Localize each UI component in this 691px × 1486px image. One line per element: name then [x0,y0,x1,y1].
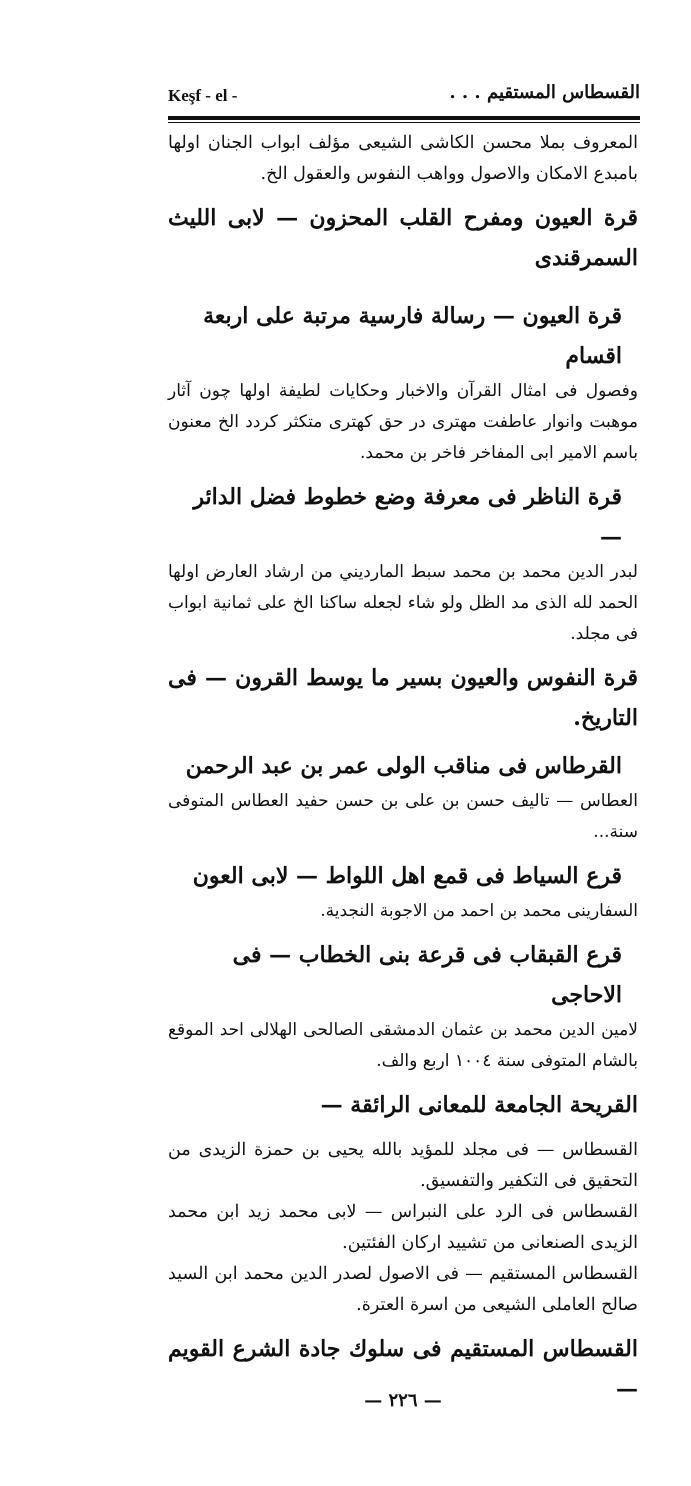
entry-heading: القرطاس فى مناقب الولى عمر بن عبد الرحمن [185,753,622,779]
entry-4 [168,477,638,650]
running-head-latin: Keşf - el - [168,86,238,105]
entry-paragraph [168,935,638,1077]
entry-heading: قرة العيون — رسالة فارسية مرتبة على اربعة اقسام [203,303,622,369]
entry-paragraph [168,477,638,650]
entry-heading: قرة العيون ومفرح القلب المحزون — لابى الليث السمرقندى [168,205,638,271]
entry-separator [168,278,638,288]
entry-heading: القسطاس المستقيم فى سلوك جادة الشرع القويم — [168,1336,638,1402]
running-head-arabic: القسطاس المستقيم . . . [449,82,640,103]
entry-7 [168,856,638,927]
entry-9 [168,1085,638,1125]
header-rule-thick [168,116,640,120]
running-head [168,82,640,110]
entry-body: القسطاس المستقيم — فى الاصول لصدر الدين محمد ابن السيد صالح العاملى الشيعى من اسرة العترة. [168,1264,638,1315]
entry-body: لامين الدين محمد بن عثمان الدمشقى الصالحى الهلالى احد الموقع بالشام المتوفى سنة ١٠٠٤ اربع والف. [168,1020,638,1071]
entry-body: العطاس — تاليف حسن بن على بن حسن حفيد العطاس المتوفى سنة... [168,791,638,842]
entry-6 [168,746,638,848]
entry-body: لبدر الدين محمد بن محمد سبط المارديني من ارشاد العارض اولها الحمد لله الذى مد الظل ولو شاء لجعله ساكنا الخ على ثمانية ابواب فى مجلد. [168,562,638,644]
entry-heading: القريحة الجامعة للمعانى الرائقة — [320,1092,638,1118]
entry-10 [168,1135,638,1197]
header-rule-thin [168,122,640,123]
entry-8 [168,935,638,1077]
entry-5 [168,658,638,738]
entry-body: القسطاس فى الرد على النبراس — لابى محمد زيد ابن محمد الزيدى الصنعانى من تشييد اركان الفئتين. [168,1202,638,1253]
entry-heading: قرة النفوس والعيون بسير ما يوسط القرون — فى التاريخ. [168,665,638,731]
entry-heading: قرة الناظر فى معرفة وضع خطوط فضل الدائر — [193,484,622,550]
entry-3 [168,296,638,469]
entry-paragraph [168,746,638,848]
entry-2 [168,198,638,278]
entry-paragraph [168,296,638,469]
entry-12 [168,1259,638,1321]
entry-heading: قرع القبقاب فى قرعة بنى الخطاب — فى الاحاجى [232,942,622,1008]
entry-paragraph [168,856,638,927]
entry-11 [168,1197,638,1259]
entry-1 [168,128,638,190]
entry-body: القسطاس — فى مجلد للمؤيد بالله يحيى بن حمزة الزيدى من التحقيق فى التكفير والتفسيق. [168,1140,638,1191]
entry-body: المعروف بملا محسن الكاشى الشيعى مؤلف ابواب الجنان اولها بامبدع الامكان والاصول وواهب النفوس والعقول الخ. [168,133,638,184]
entry-body: السفارينى محمد بن احمد من الاجوبة النجدية. [320,901,638,921]
entry-separator [168,1125,638,1135]
page-number: — ٢٢٦ — [364,1390,442,1411]
page-content [168,128,638,1409]
entry-heading: قرع السياط فى قمع اهل اللواط — لابى العون [192,863,622,889]
entry-body: وفصول فى امثال القرآن والاخبار وحكايات لطيفة اولها چون آثار موهبت وانوار عاطفت مهترى در حق كهترى متكثر كردد الخ معنون باسم الامير ابى المفاخر فاخر بن محمد. [168,381,638,463]
